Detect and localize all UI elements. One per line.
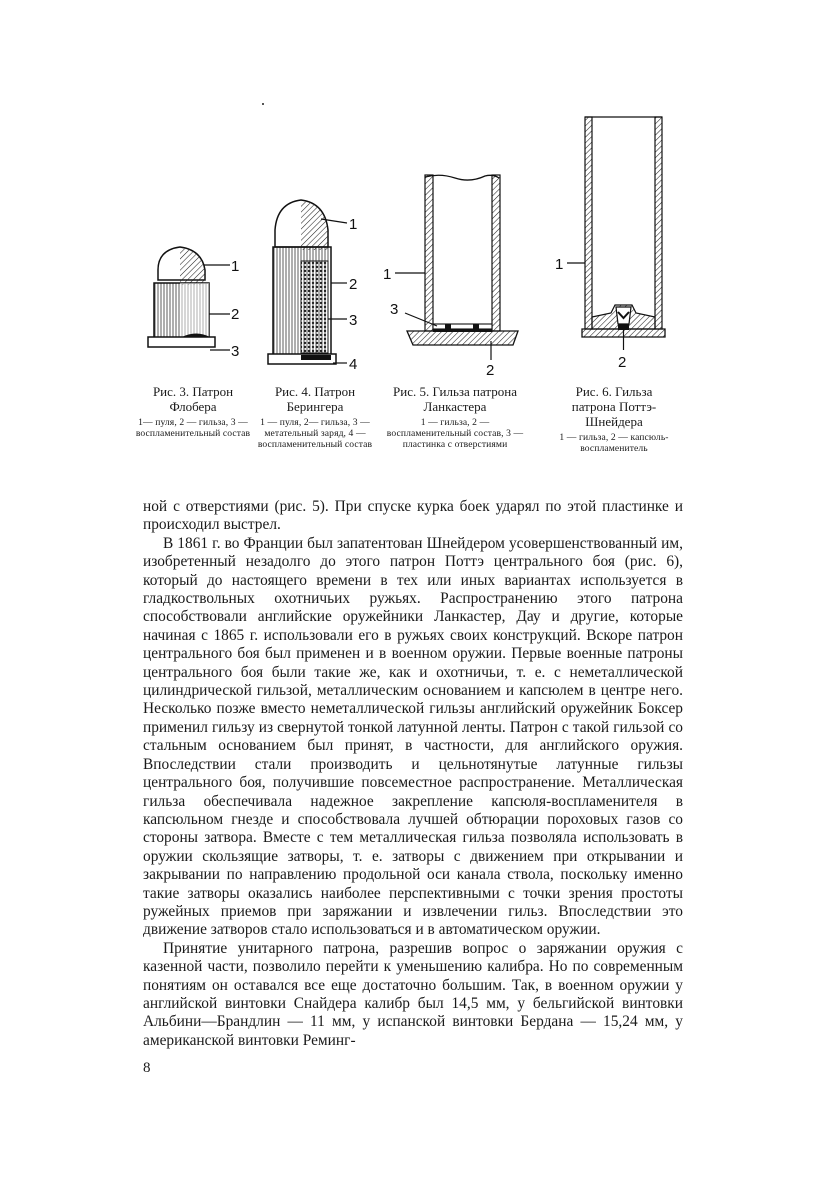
figure-6-drawing: [555, 105, 695, 370]
page-number: 8: [143, 1060, 151, 1076]
figure-5-caption: [386, 384, 524, 450]
fig5-label-3: 3: [390, 301, 399, 318]
fig6-label-1: 1: [555, 256, 564, 273]
paragraph-2: В 1861 г. во Франции был запатентован Шнейдером усовершенствованный им, изобретенный незадолго до этого патрон Поттэ центрального боя (рис. 6), который до настоящего времени в тех или иных вариантах используется в гладкоствольных охотничьих ружьях. Распространению этого патрона способствовали английские оружейники Ланкастер, Дау и другие, которые начиная с 1865 г. использовали его в ружьях своих конструкций. Вскоре патрон центрального боя был применен и в военном оружии. Первые военные патроны центрального боя были такие же, как и охотничьи, т. е. с неметаллической цилиндрической гильзой, металлическим основанием и капсюлем в центре него. Несколько позже вместо неметаллической гильзы английский оружейник Боксер применил гильзу из свернутой тонкой латунной ленты. Патрон с такой гильзой со стальным основанием был принят, в частности, для английского оружия. Впоследствии стали производить и цельнотянутые латунные гильзы центрального боя, получившие повсеместное распространение. Металлическая гильза обеспечивала надежное закрепление капсюля-воспламенителя в капсюльном гнезде и способствовала лучшей обтюрации пороховых газов со стороны затвора. Вместе с тем металлическая гильза позволяла использовать в оружии скользящие затворы, т. е. затворы с движением при открывании и закрывании по направлению продольной оси канала ствола, поскольку именно такие затворы оказались наиболее перспективными с точки зрения простоты ружейных приемов при заряжании и извлечении гильз. Впоследствии это движение затворов стало использоваться и в автоматическом оружии.: [143, 534, 683, 939]
figure-3-caption: [130, 384, 256, 439]
fig4-label-4: 4: [349, 356, 358, 373]
paragraph-1: ной с отверстиями (рис. 5). При спуске курка боек ударял по этой пластинке и происходил выстрел.: [143, 498, 683, 534]
figure-6: [555, 105, 695, 485]
figure-5: [385, 105, 535, 485]
figure-5-legend: 1 — гильза, 2 — воспламенительный состав, 3 — пластинка с отверстиями: [386, 417, 524, 450]
fig3-label-1: 1: [231, 258, 240, 275]
fig4-label-2: 2: [349, 276, 358, 293]
figure-6-title: Рис. 6. Гильза патрона Поттэ-Шнейдера: [571, 384, 657, 429]
fig4-label-3: 3: [349, 312, 358, 329]
body-text: [143, 498, 683, 1050]
figure-4-caption: [250, 384, 380, 450]
figure-3: [130, 105, 260, 465]
figure-3-legend: 1— пуля, 2 — гильза, 3 — воспламенительный состав: [135, 417, 251, 439]
figure-5-drawing: [383, 105, 535, 379]
figure-4-drawing: [255, 105, 385, 375]
paragraph-3: Принятие унитарного патрона, разрешив вопрос о заряжании оружия с казенной части, позволило перейти к уменьшению калибра. Но по современным понятиям он оставался все еще достаточно большим. Так, в военном оружии у английской винтовки Снайдера калибр был 14,5 мм, у бельгийской винтовки Альбини—Брандлин — 11 мм, у испанской винтовки Бердана — 15,24 мм, у американской винтовки Реминг-: [143, 939, 683, 1049]
figure-3-drawing: [130, 105, 260, 365]
fig3-label-2: 2: [231, 306, 240, 323]
fig5-label-1: 1: [383, 266, 392, 283]
fig6-label-2: 2: [618, 354, 627, 371]
fig4-label-1: 1: [349, 216, 358, 233]
figure-4-title: Рис. 4. Патрон Берингера: [274, 384, 356, 414]
figure-3-title: Рис. 3. Патрон Флобера: [152, 384, 234, 414]
figure-5-title: Рис. 5. Гильза патрона Ланкастера: [393, 384, 517, 414]
fig3-label-3: 3: [231, 343, 240, 360]
figure-6-caption: [555, 384, 673, 454]
figure-4-legend: 1 — пуля, 2— гильза, 3 — метательный заряд, 4 — воспламенительный состав: [257, 417, 373, 450]
figure-4: [255, 105, 385, 465]
figure-6-legend: 1 — гильза, 2 — капсюль-воспламенитель: [559, 432, 669, 454]
fig5-label-2: 2: [486, 362, 495, 379]
